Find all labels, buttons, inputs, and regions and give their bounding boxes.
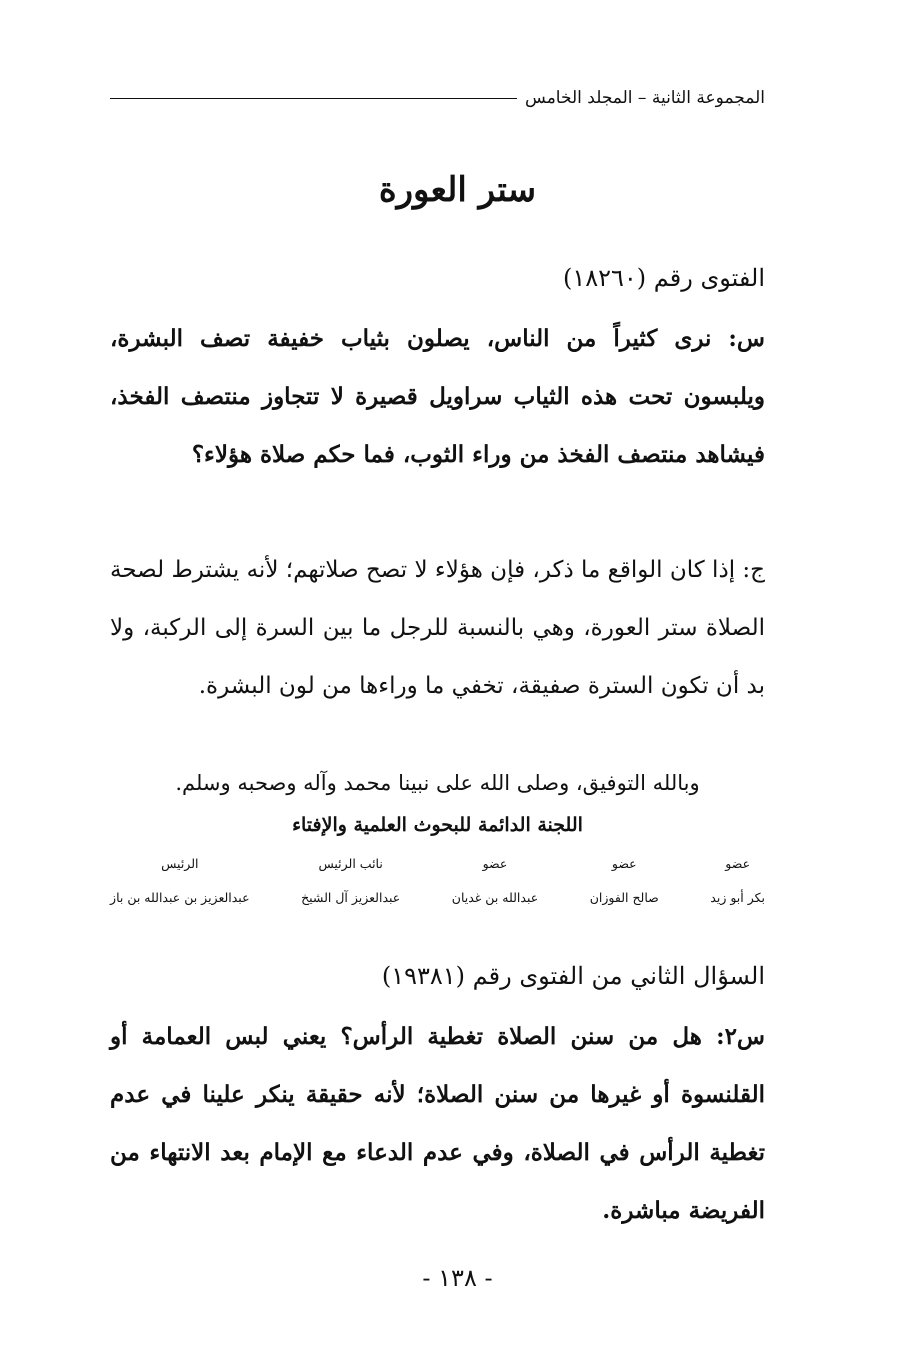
closing-line: وبالله التوفيق، وصلى الله على نبينا محمد وآله وصحبه وسلم. [175,771,700,795]
signature-member [710,853,765,911]
second-question-paragraph: س٢: هل من سنن الصلاة تغطية الرأس؟ يعني لبس العمامة أو القلنسوة أو غيرها من سنن الصلاة؛ لأنه حقيقة ينكر علينا في عدم تغطية الرأس في الصلاة، وفي عدم الدعاء مع الإمام بعد الانتهاء من الفريضة مباشرة. [110,1023,765,1224]
member-role: عضو [482,856,508,871]
member-name: عبدالعزيز بن عبدالله بن باز [110,890,250,905]
member-role: عضو [611,856,637,871]
signature-block [110,853,765,911]
header-rule [110,98,517,99]
signature-member [452,853,538,911]
member-role: عضو [725,856,751,871]
fatwa-number-second: السؤال الثاني من الفتوى رقم (١٩٣٨١) [381,962,765,990]
member-name: عبدالله بن غديان [451,890,539,905]
signature-member [590,853,659,911]
member-role: نائب الرئيس [318,856,383,871]
committee-name: اللجنة الدائمة للبحوث العلمية والإفتاء [292,814,583,836]
signature-president [110,853,250,911]
section-title: ستر العورة [378,170,537,210]
page-number: - ١٣٨ - [422,1264,493,1292]
running-header [110,88,765,108]
fatwa-number: الفتوى رقم (١٨٢٦٠) [562,264,765,292]
member-name: عبدالعزيز آل الشيخ [301,890,401,905]
member-role: الرئيس [161,856,199,871]
question-paragraph: س: نرى كثيراً من الناس، يصلون بثياب خفيفة تصف البشرة، ويلبسون تحت هذه الثياب سراويل قصيرة لا تتجاوز منتصف الفخذ، فيشاهد منتصف الفخذ من وراء الثوب، فما حكم صلاة هؤلاء؟ [110,325,765,468]
signature-vice-president [301,853,400,911]
running-title: المجموعة الثانية – المجلد الخامس [525,88,765,108]
member-name: صالح الفوزان [589,890,659,905]
answer-paragraph: ج: إذا كان الواقع ما ذكر، فإن هؤلاء لا تصح صلاتهم؛ لأنه يشترط لصحة الصلاة ستر العورة، وهي بالنسبة للرجل ما بين السرة إلى الركبة، ولا بد أن تكون السترة صفيقة، تخفي ما وراءها من لون البشرة. [110,557,765,699]
member-name: بكر أبو زيد [710,890,765,905]
